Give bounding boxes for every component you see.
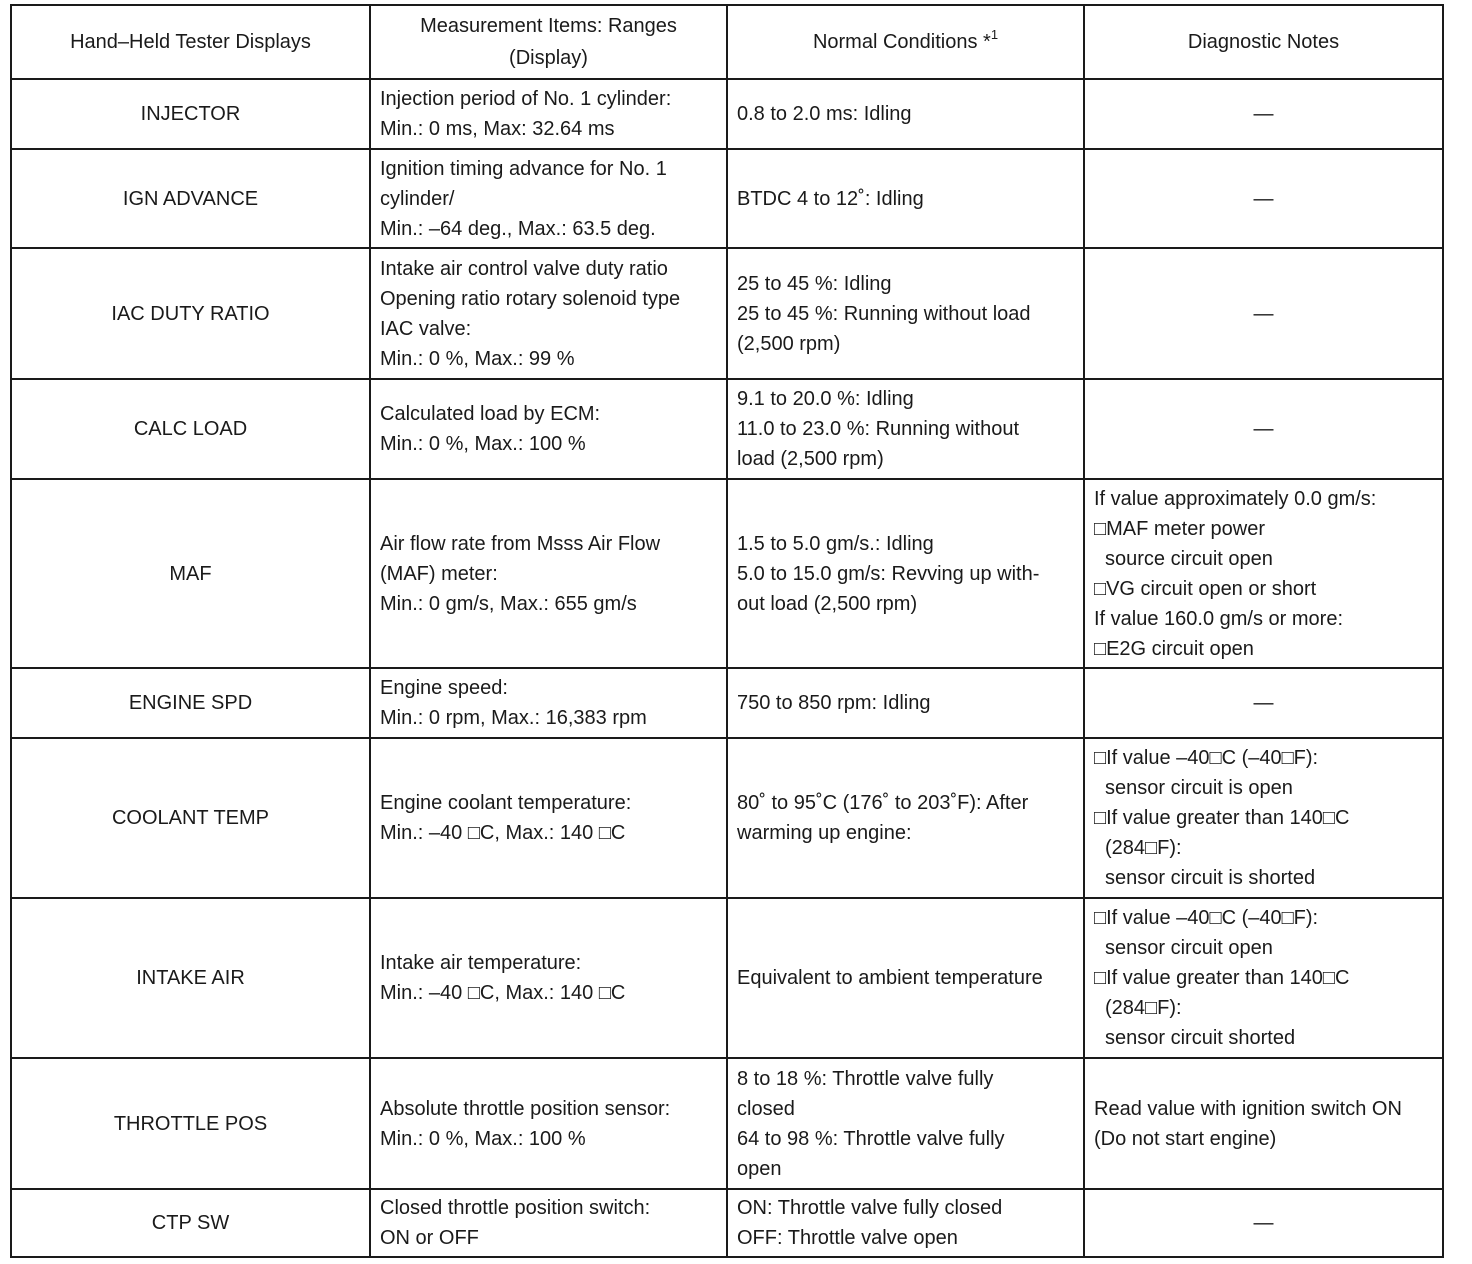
display-label: IAC DUTY RATIO	[111, 302, 270, 325]
notes-line: sensor circuit open	[1105, 937, 1273, 959]
normal-line: (2,500 rpm)	[737, 332, 841, 355]
normal-line: ON: Throttle valve fully closed	[737, 1197, 1003, 1219]
normal-line: closed	[737, 1097, 795, 1120]
notes-line: —	[1253, 302, 1274, 325]
measurement-line: Ignition timing advance for No. 1	[380, 157, 667, 180]
table-row	[11, 668, 1443, 738]
cell-display	[11, 1189, 370, 1257]
cell-display	[11, 738, 370, 898]
cell-measurement	[370, 248, 727, 379]
normal-line: OFF: Throttle valve open	[737, 1227, 958, 1249]
measurement-line: (MAF) meter:	[380, 562, 498, 585]
cell-measurement	[370, 79, 727, 149]
normal-line: 64 to 98 %: Throttle valve fully	[737, 1127, 1005, 1150]
notes-line: sensor circuit is shorted	[1105, 867, 1316, 889]
display-label: CALC LOAD	[133, 418, 248, 440]
cell-notes	[1084, 1189, 1443, 1257]
measurement-line: Calculated load by ECM:	[380, 403, 601, 425]
notes-line: □E2G circuit open	[1094, 637, 1254, 660]
table-row	[11, 479, 1443, 668]
cell-notes	[1084, 379, 1443, 479]
cell-notes	[1084, 149, 1443, 248]
cell-display	[11, 668, 370, 738]
header-display-label: Hand–Held Tester Displays	[70, 31, 311, 53]
cell-display	[11, 479, 370, 668]
measurement-line: cylinder/	[380, 187, 455, 210]
measurement-line: ON or OFF	[380, 1227, 479, 1249]
cell-notes	[1084, 898, 1443, 1058]
cell-normal	[727, 668, 1084, 738]
display-label: INTAKE AIR	[136, 967, 245, 989]
table-row	[11, 1058, 1443, 1189]
normal-line: 80˚ to 95˚C (176˚ to 203˚F): After	[737, 792, 1029, 814]
notes-line: Read value with ignition switch ON	[1094, 1097, 1402, 1120]
cell-measurement	[370, 379, 727, 479]
normal-line: 25 to 45 %: Running without load	[737, 302, 1031, 325]
cell-measurement	[370, 1189, 727, 1257]
notes-line: □If value greater than 140□C	[1094, 967, 1350, 989]
cell-normal	[727, 738, 1084, 898]
normal-line: 750 to 850 rpm: Idling	[737, 692, 931, 714]
header-measurement-line1: Measurement Items: Ranges	[420, 15, 677, 37]
cell-notes	[1084, 479, 1443, 668]
cell-normal	[727, 898, 1084, 1058]
measurement-line: Engine speed:	[380, 677, 508, 699]
cell-display	[11, 898, 370, 1058]
measurement-line: Min.: 0 %, Max.: 100 %	[380, 1127, 586, 1150]
table-row	[11, 79, 1443, 149]
cell-notes	[1084, 1058, 1443, 1189]
measurement-line: Injection period of No. 1 cylinder:	[380, 88, 672, 110]
measurement-line: Intake air temperature:	[380, 952, 582, 974]
table-row	[11, 1189, 1443, 1257]
cell-measurement	[370, 738, 727, 898]
cell-notes	[1084, 668, 1443, 738]
measurement-line: Opening ratio rotary solenoid type	[380, 287, 681, 310]
display-label: COOLANT TEMP	[111, 807, 270, 829]
cell-measurement	[370, 668, 727, 738]
measurement-line: Min.: 0 %, Max.: 100 %	[380, 433, 586, 455]
header-measurement	[370, 5, 727, 79]
header-display	[11, 5, 370, 79]
notes-line: □If value –40□C (–40□F):	[1094, 907, 1319, 929]
cell-measurement	[370, 898, 727, 1058]
header-normal	[727, 5, 1084, 79]
measurement-line: Intake air control valve duty ratio	[380, 257, 668, 280]
cell-normal	[727, 1058, 1084, 1189]
notes-line: If value approximately 0.0 gm/s:	[1094, 487, 1377, 510]
measurement-line: Absolute throttle position sensor:	[380, 1097, 671, 1120]
normal-line: Equivalent to ambient temperature	[737, 967, 1043, 989]
header-normal-footnote: 1	[990, 27, 999, 42]
notes-line: (Do not start engine)	[1094, 1127, 1277, 1150]
measurement-line: Min.: –40 □C, Max.: 140 □C	[380, 822, 626, 844]
cell-display	[11, 379, 370, 479]
normal-line: BTDC 4 to 12˚: Idling	[737, 187, 924, 210]
measurement-line: Engine coolant temperature:	[380, 792, 632, 814]
cell-normal	[727, 1189, 1084, 1257]
table-row	[11, 379, 1443, 479]
table-row	[11, 149, 1443, 248]
normal-line: open	[737, 1157, 782, 1180]
notes-line: —	[1253, 1212, 1274, 1234]
display-label: MAF	[169, 562, 212, 585]
normal-line: 9.1 to 20.0 %: Idling	[737, 388, 914, 410]
display-label: THROTTLE POS	[113, 1112, 268, 1135]
notes-line: —	[1253, 692, 1274, 714]
cell-display	[11, 1058, 370, 1189]
table-row	[11, 738, 1443, 898]
normal-line: 1.5 to 5.0 gm/s.: Idling	[737, 532, 934, 555]
normal-line: 11.0 to 23.0 %: Running without	[737, 418, 1020, 440]
cell-measurement	[370, 1058, 727, 1189]
measurement-line: Min.: 0 %, Max.: 99 %	[380, 347, 575, 370]
notes-line: —	[1253, 418, 1274, 440]
header-notes-label: Diagnostic Notes	[1187, 31, 1340, 53]
normal-line: warming up engine:	[737, 822, 912, 844]
data-list-table	[10, 4, 1444, 1258]
notes-line: □If value greater than 140□C	[1094, 807, 1350, 829]
display-label: ENGINE SPD	[128, 692, 253, 714]
notes-line: (284□F):	[1105, 837, 1182, 859]
measurement-line: Min.: 0 gm/s, Max.: 655 gm/s	[380, 592, 637, 615]
header-measurement-line2: (Display)	[509, 47, 588, 69]
measurement-line: Closed throttle position switch:	[380, 1197, 651, 1219]
cell-normal	[727, 149, 1084, 248]
cell-normal	[727, 379, 1084, 479]
cell-display	[11, 149, 370, 248]
cell-normal	[727, 248, 1084, 379]
cell-normal	[727, 479, 1084, 668]
header-normal-label: Normal Conditions *	[812, 31, 991, 53]
notes-line: sensor circuit shorted	[1105, 1027, 1296, 1049]
notes-line: □VG circuit open or short	[1094, 577, 1317, 600]
notes-line: source circuit open	[1105, 547, 1273, 570]
table-row	[11, 898, 1443, 1058]
display-label: CTP SW	[151, 1212, 230, 1234]
cell-normal	[727, 79, 1084, 149]
table-row	[11, 248, 1443, 379]
normal-line: 5.0 to 15.0 gm/s: Revving up with-	[737, 562, 1040, 585]
normal-line: 8 to 18 %: Throttle valve fully	[737, 1067, 994, 1090]
cell-display	[11, 248, 370, 379]
display-label: INJECTOR	[140, 103, 241, 125]
measurement-line: Min.: –40 □C, Max.: 140 □C	[380, 982, 626, 1004]
measurement-line: Min.: 0 ms, Max: 32.64 ms	[380, 118, 615, 140]
notes-line: —	[1253, 103, 1274, 125]
notes-line: (284□F):	[1105, 997, 1182, 1019]
cell-measurement	[370, 479, 727, 668]
normal-line: load (2,500 rpm)	[737, 448, 884, 470]
measurement-line: Min.: 0 rpm, Max.: 16,383 rpm	[380, 707, 647, 729]
cell-measurement	[370, 149, 727, 248]
header-notes	[1084, 5, 1443, 79]
measurement-line: IAC valve:	[380, 317, 472, 340]
cell-notes	[1084, 738, 1443, 898]
notes-line: If value 160.0 gm/s or more:	[1094, 607, 1344, 630]
header-row	[11, 5, 1443, 79]
display-label: IGN ADVANCE	[122, 187, 259, 210]
notes-line: —	[1253, 187, 1274, 210]
cell-display	[11, 79, 370, 149]
normal-line: out load (2,500 rpm)	[737, 592, 918, 615]
normal-line: 25 to 45 %: Idling	[737, 272, 892, 295]
cell-notes	[1084, 248, 1443, 379]
cell-notes	[1084, 79, 1443, 149]
measurement-line: Air flow rate from Msss Air Flow	[380, 532, 661, 555]
notes-line: □If value –40□C (–40□F):	[1094, 747, 1319, 769]
notes-line: sensor circuit is open	[1105, 777, 1293, 799]
normal-line: 0.8 to 2.0 ms: Idling	[737, 103, 912, 125]
measurement-line: Min.: –64 deg., Max.: 63.5 deg.	[380, 217, 656, 240]
notes-line: □MAF meter power	[1094, 517, 1266, 540]
